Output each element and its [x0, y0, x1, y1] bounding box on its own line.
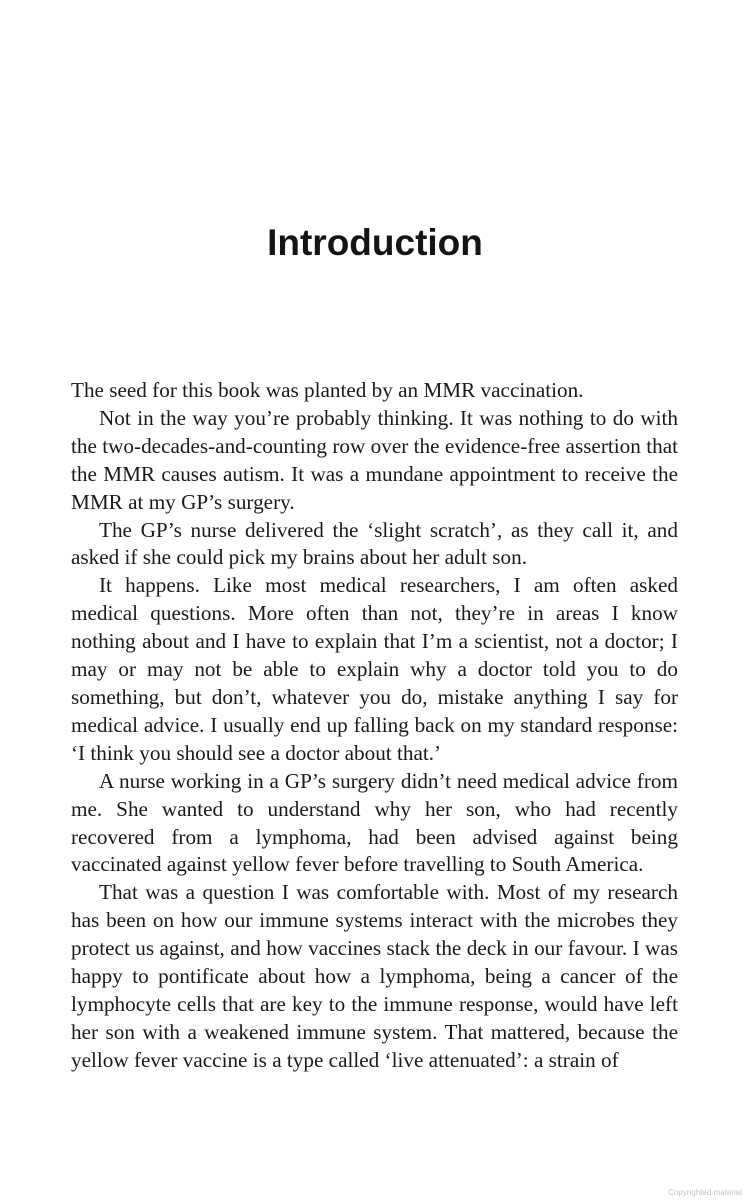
paragraph: It happens. Like most medical researchers, I am often asked medical questions. More often than not, they’re in areas I know nothing about and I have to explain that I’m a scientist, not a doctor; I may or may not be able to explain why a doctor told you to do something, but don’t, whatever you do, mistake anything I say for medical advice. I usually end up falling back on my standard response: ‘I think you should see a doctor about that.’ — [71, 573, 678, 765]
paragraph: That was a question I was comfortable with. Most of my research has been on how our immune systems interact with the microbes they protect us against, and how vaccines stack the deck in our favour. I was happy to pontificate about how a lymphoma, being a cancer of the lymphocyte cells that are key to the immune response, would have left her son with a weakened immune system. That mattered, because the yellow fever vaccine is a type called ‘live attenuated’: a strain of — [71, 880, 678, 1072]
paragraph: A nurse working in a GP’s surgery didn’t need medical advice from me. She wanted to understand why her son, who had recently recovered from a lymphoma, had been advised against being vaccinated against yellow fever before travelling to South America. — [71, 768, 678, 877]
chapter-title: Introduction — [267, 222, 483, 263]
paragraph: Not in the way you’re probably thinking. It was nothing to do with the two-decades-and-counting row over the evidence-free assertion that the MMR causes autism. It was a mundane appointment to receive the MMR at my GP’s surgery. — [71, 405, 678, 514]
paragraph: The seed for this book was planted by an MMR vaccination. — [71, 378, 584, 402]
copyright-watermark: Copyrighted material — [668, 1188, 742, 1197]
body-text — [71, 377, 678, 1075]
paragraph: The GP’s nurse delivered the ‘slight scratch’, as they call it, and asked if she could pick my brains about her adult son. — [71, 517, 678, 570]
